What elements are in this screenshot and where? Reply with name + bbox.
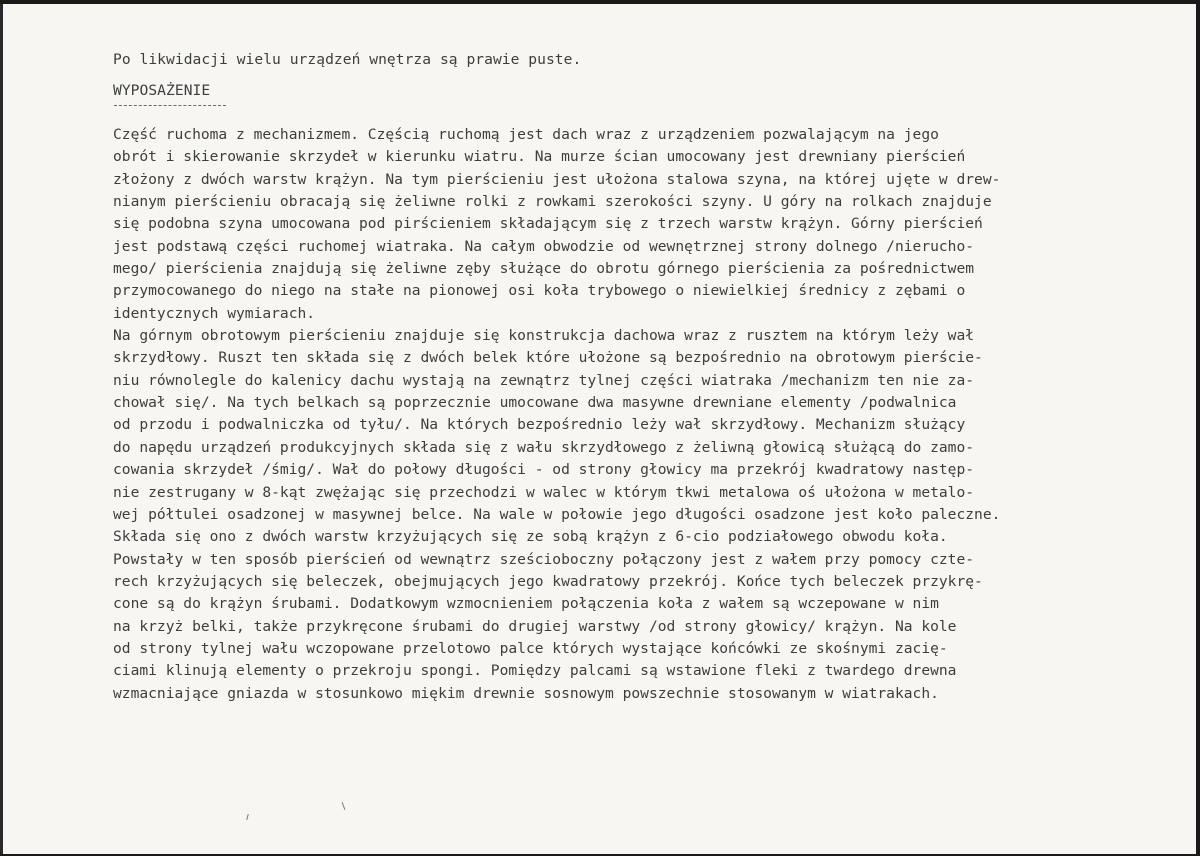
text-line: nie zestrugany w 8-kąt zwężając się przechodzi w walec w którym tkwi metalowa oś ułożona w metalo- bbox=[113, 483, 975, 501]
text-line: jest podstawą części ruchomej wiatraka. Na całym obwodzie od wewnętrznej strony dolnego /nierucho- bbox=[113, 237, 975, 255]
text-line: chował się/. Na tych belkach są poprzecznie umocowane dwa masywne drewniane elementy /podwalnica bbox=[113, 394, 957, 412]
text-line: mego/ pierścienia znajdują się żeliwne zęby służące do obrotu górnego pierścienia za pośrednictwem bbox=[113, 260, 975, 278]
text-line: identycznych wymiarach. bbox=[113, 304, 316, 322]
text-line: wzmacniające gniazda w stosunkowo miękim drewnie sosnowym powszechnie stosowanym w wiatrakach. bbox=[113, 684, 939, 702]
text-line: nianym pierścieniu obracają się żeliwne rolki z rowkami szerokości szyny. U góry na rolkach znajduje bbox=[113, 193, 992, 211]
typewritten-page bbox=[0, 4, 1196, 854]
text-line: rech krzyżujących się beleczek, obejmujących jego kwadratowy przekrój. Końce tych beleczek przykrę- bbox=[113, 572, 983, 590]
paper-speck bbox=[246, 814, 249, 820]
text-line: niu równolegle do kalenicy dachu wystają na zewnątrz tylnej części wiatraka /mechanizm ten nie za- bbox=[113, 371, 975, 389]
text-line: Część ruchoma z mechanizmem. Częścią ruchomą jest dach wraz z urządzeniem pozwalającym na jego bbox=[113, 126, 939, 143]
text-line: ciami klinują elementy o przekroju spongi. Pomiędzy palcami są wstawione fleki z twardego drewna bbox=[113, 662, 957, 680]
text-line: od przodu i podwalniczka od tyłu/. Na których bezpośrednio leży wał skrzydłowy. Mechanizm służący bbox=[113, 416, 966, 434]
text-line: obrót i skierowanie skrzydeł w kierunku wiatru. Na murze ścian umocowany jest drewniany pierścień bbox=[113, 148, 966, 166]
section-heading: WYPOSAŻENIE bbox=[113, 82, 211, 99]
text-line: Składa się ono z dwóch warstw krzyżujących się ze sobą krążyn z 6-cio podziałowego obwodu koła. bbox=[113, 528, 948, 546]
text-line: do napędu urządzeń produkcyjnych składa się z wału skrzydłowego z żeliwną głowicą służącą do zamo- bbox=[113, 438, 975, 456]
text-line: cone są do krążyn śrubami. Dodatkowym wzmocnieniem połączenia koła z wałem są wczepowane w nim bbox=[113, 595, 939, 613]
text-line: przymocowanego do niego na stałe na pionowej osi koła trybowego o niewielkiej średnicy z zębami o bbox=[113, 282, 966, 300]
text-line: skrzydłowy. Ruszt ten składa się z dwóch belek które ułożone są bezpośrednio na obrotowym pierście- bbox=[113, 349, 983, 367]
text-line: Powstały w ten sposób pierścień od wewnątrz sześcioboczny połączony jest z wałem przy pomocy czte- bbox=[113, 550, 975, 568]
heading-underline bbox=[114, 105, 226, 106]
text-line: się podobna szyna umocowana pod pirścieniem składającym się z trzech warstw krążyn. Górny pierścień bbox=[113, 215, 983, 233]
text-line: wej półtulei osadzonej w masywnej belce. Na wale w połowie jego długości osadzone jest koło paleczne. bbox=[113, 505, 1001, 523]
text-line: cowania skrzydeł /śmig/. Wał do połowy długości - od strony głowicy ma przekrój kwadratowy następ- bbox=[113, 461, 975, 479]
body-text bbox=[113, 124, 1000, 705]
text-line: złożony z dwóch warstw krążyn. Na tym pierścieniu jest ułożona stalowa szyna, na której ujęte w drew- bbox=[113, 170, 1001, 188]
text-line: Na górnym obrotowym pierścieniu znajduje się konstrukcja dachowa wraz z rusztem na którym leży wał bbox=[113, 327, 975, 345]
text-line: na krzyż belki, także przykręcone śrubami do drugiej warstwy /od strony głowicy/ krążyn. Na kole bbox=[113, 617, 957, 635]
paper-speck bbox=[342, 802, 346, 810]
intro-line: Po likwidacji wielu urządzeń wnętrza są prawie puste. bbox=[113, 51, 582, 68]
text-line: od strony tylnej wału wczopowane przelotowo palce których wystające końcówki ze skośnymi zacię- bbox=[113, 639, 948, 657]
